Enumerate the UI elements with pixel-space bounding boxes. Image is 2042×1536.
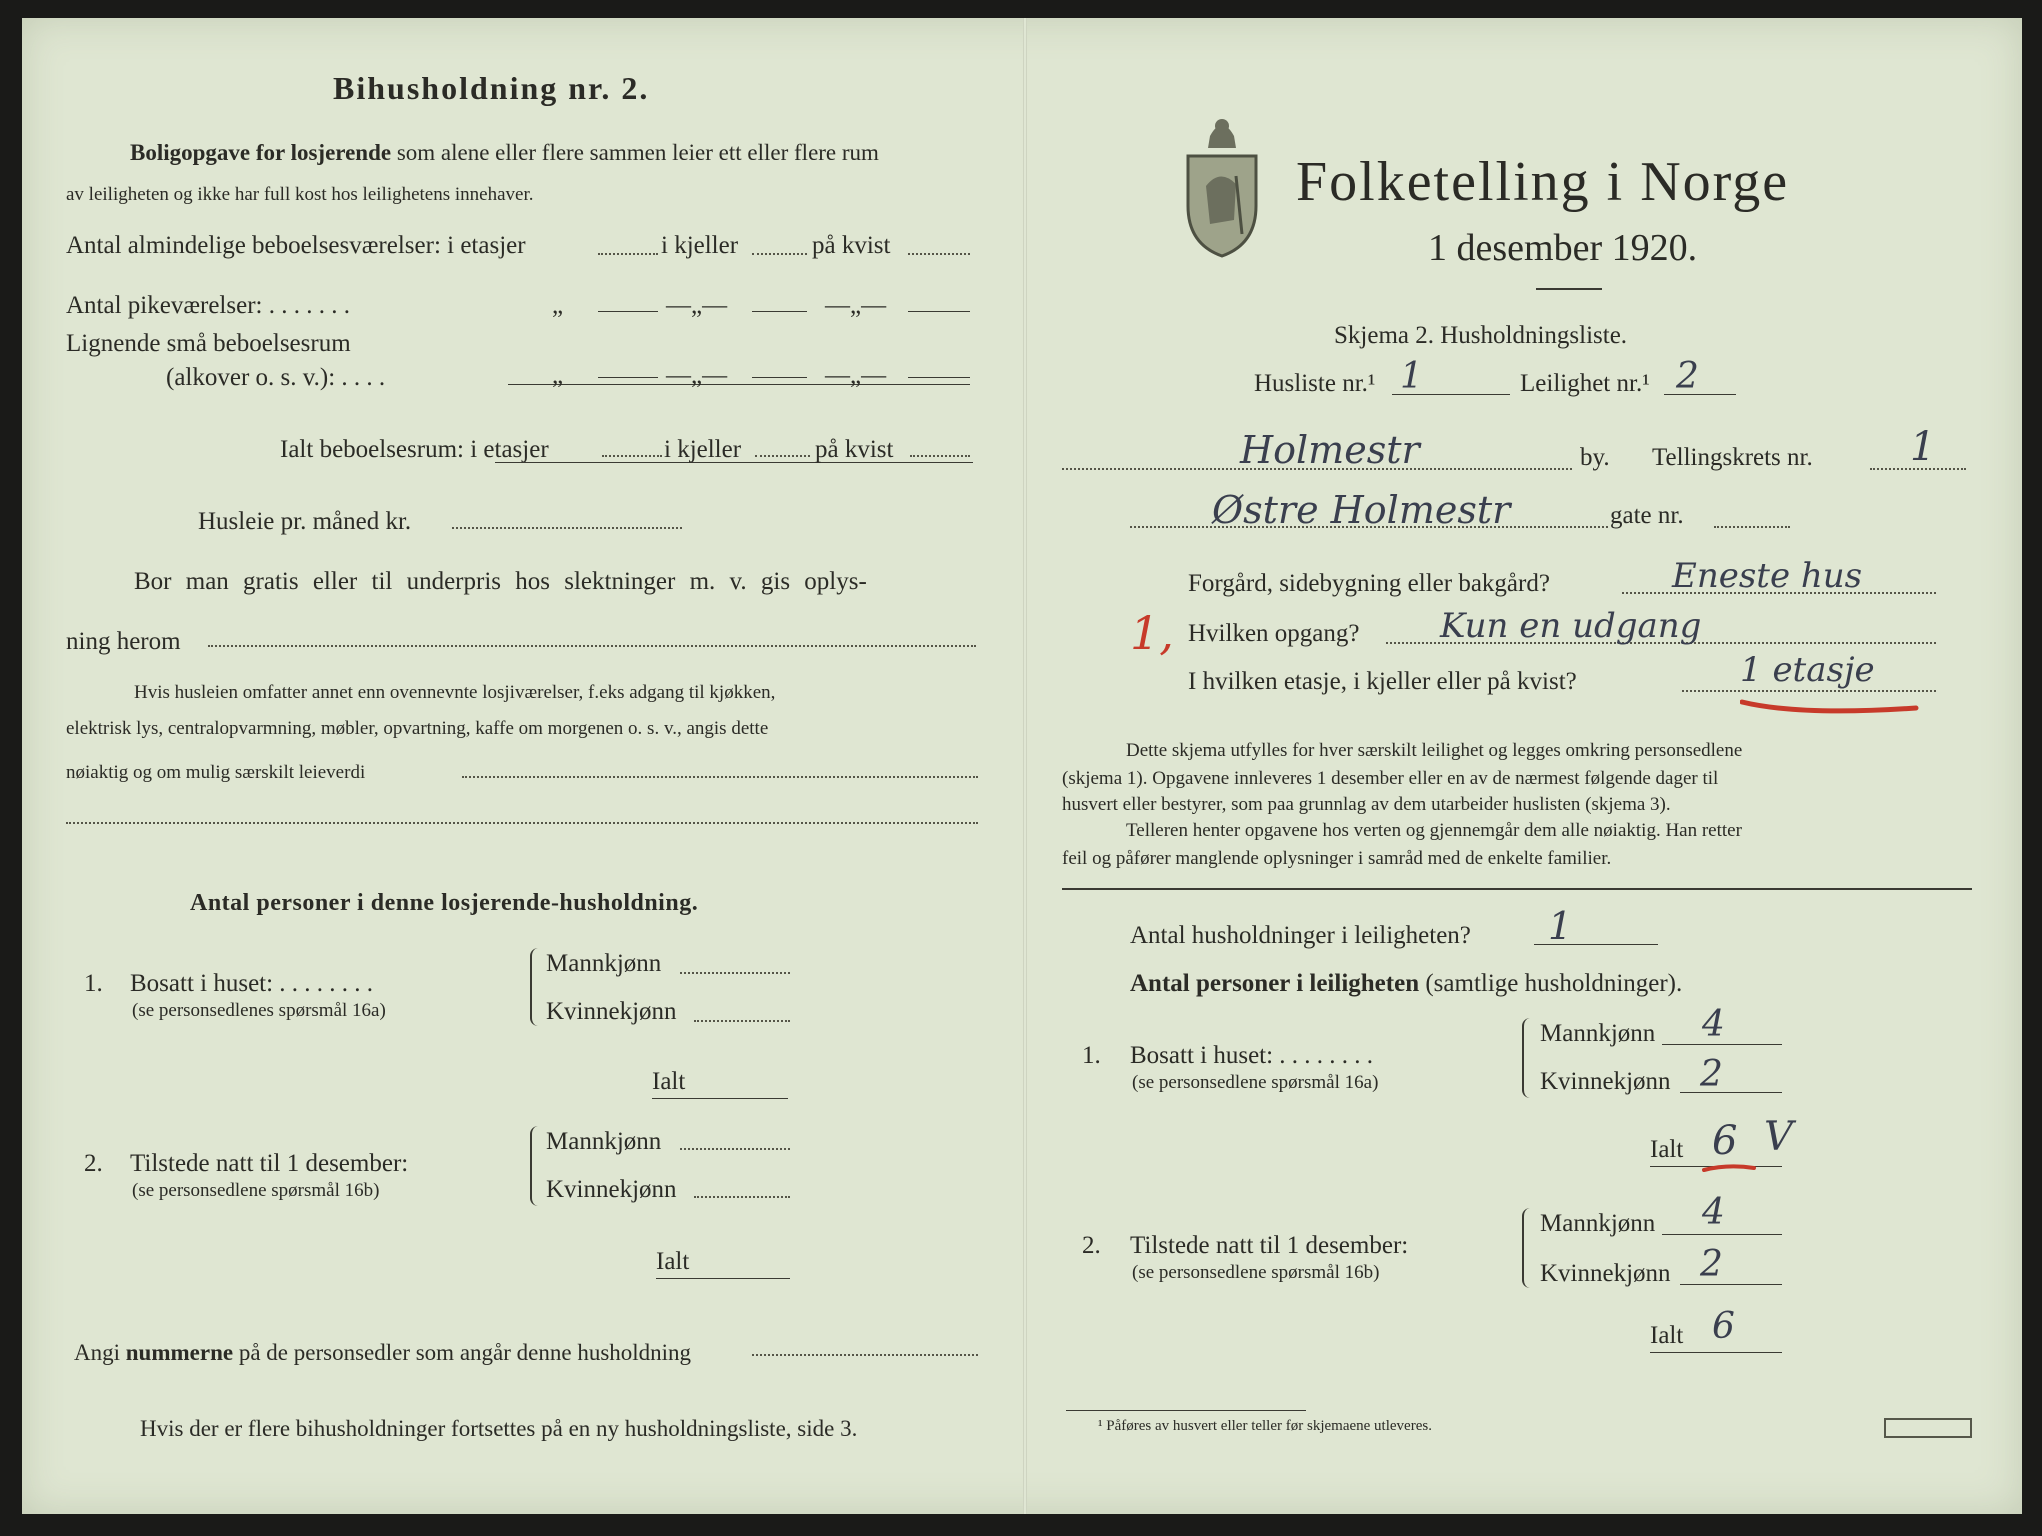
left-q2-ialt-field[interactable]	[656, 1278, 790, 1279]
left-q2-mann-label: Mannkjønn	[546, 1128, 662, 1155]
info-line-5: feil og påfører manglende oplysninger i samråd med de enkelte familier.	[1062, 848, 1612, 869]
gate-field[interactable]	[1130, 526, 1608, 528]
right-q1-sub: (se personsedlene spørsmål 16a)	[1132, 1072, 1379, 1093]
hush-value: 1	[1548, 904, 1573, 948]
krets-label: Tellingskrets nr.	[1652, 444, 1813, 471]
right-q2-sub: (se personsedlene spørsmål 16b)	[1132, 1262, 1380, 1283]
coat-of-arms-icon	[1180, 108, 1264, 265]
right-persons-bold: Antal personer i leiligheten	[1130, 970, 1420, 997]
gate-label: gate nr.	[1610, 502, 1684, 529]
info-line-4: Telleren henter opgavene hos verten og gjennemgår dem alle nøiaktig. Han retter	[1126, 820, 1742, 841]
census-date: 1 desember 1920.	[1428, 227, 1698, 269]
etasje-value: 1 etasje	[1740, 650, 1875, 690]
left-q2-brace	[530, 1126, 544, 1206]
etasje-field[interactable]	[1682, 690, 1936, 692]
note-line-3: nøiaktig og om mulig særskilt leieverdi	[66, 762, 366, 783]
right-q1-ialt-value: 6	[1712, 1118, 1738, 1164]
right-q1-kvinne-field[interactable]	[1680, 1092, 1782, 1093]
lignende-dash-1: —„—	[666, 362, 728, 389]
info-line-2: (skjema 1). Opgavene innleveres 1 desember eller en av de nærmest følgende dager til	[1062, 768, 1719, 789]
left-q1-num: 1.	[84, 970, 103, 997]
rooms-kjeller-label: i kjeller	[661, 232, 739, 259]
krets-value: 1	[1910, 424, 1936, 470]
opgang-value: Kun en udgang	[1440, 606, 1702, 646]
opgang-label: Hvilken opgang?	[1188, 620, 1360, 647]
right-q1-num: 1.	[1082, 1042, 1101, 1069]
left-footer: Hvis der er flere bihusholdninger fortsettes på en ny husholdningsliste, side 3.	[140, 1416, 858, 1441]
husliste-value: 1	[1400, 356, 1423, 397]
right-q2-kvinne-value: 2	[1700, 1244, 1723, 1285]
right-q2-kvinne-field[interactable]	[1680, 1284, 1782, 1285]
right-q2-label: Tilstede natt til 1 desember:	[1130, 1232, 1409, 1259]
right-persons-rest: (samtlige husholdninger).	[1425, 970, 1683, 997]
left-q2-sub: (se personsedlene spørsmål 16b)	[132, 1180, 380, 1201]
note-line-2: elektrisk lys, centralopvarmning, møbler, opvartning, kaffe om morgenen o. s. v., angis dette	[66, 718, 769, 739]
pike-label: Antal pikeværelser: . . . . . . .	[66, 292, 350, 319]
lignende-etasjer-field[interactable]	[598, 377, 658, 378]
intro-text	[130, 140, 879, 166]
right-q2-kvinne-label: Kvinnekjønn	[1540, 1260, 1671, 1287]
intro-bold: Boligopgave for losjerende	[130, 140, 392, 165]
right-q2-brace	[1522, 1208, 1536, 1288]
leilighet-value: 2	[1676, 356, 1699, 397]
right-q2-mann-value: 4	[1702, 1192, 1725, 1233]
rooms-label: Antal almindelige beboelsesværelser: i etasjer	[66, 232, 526, 259]
lignende-kvist-field[interactable]	[908, 377, 970, 378]
rooms-kvist-label: på kvist	[812, 232, 891, 259]
angi-text	[74, 1340, 691, 1366]
left-q2-mann-field[interactable]	[680, 1148, 790, 1150]
etasje-label: I hvilken etasje, i kjeller eller på kvist?	[1188, 668, 1577, 695]
pike-kjeller-field[interactable]	[752, 311, 807, 312]
left-q1-label: Bosatt i huset: . . . . . . . .	[130, 970, 374, 997]
lignende-dash-2: —„—	[825, 362, 887, 389]
by-value: Holmestr	[1240, 428, 1420, 472]
intro-rest: som alene eller flere sammen leier ett eller flere rum	[396, 140, 879, 165]
right-q1-kvinne-value: 2	[1700, 1054, 1723, 1095]
rooms-etasjer-field[interactable]	[598, 253, 658, 255]
note-line-1: Hvis husleien omfatter annet enn ovennevnte losjiværelser, f.eks adgang til kjøkken,	[134, 682, 776, 703]
angi-rest: på de personsedler som angår denne husholdning	[238, 1340, 692, 1365]
info-divider	[1062, 888, 1972, 890]
husleie-field[interactable]	[452, 527, 682, 529]
ialt-rooms-label: Ialt beboelsesrum: i etasjer	[280, 436, 549, 463]
left-persons-heading: Antal personer i denne losjerende-husholdning.	[190, 890, 699, 916]
left-q2-kvinne-field[interactable]	[694, 1196, 790, 1198]
opgang-red-mark: 1,	[1130, 606, 1174, 660]
right-title: Folketelling i Norge	[1296, 151, 1790, 213]
ialt-kvist-field[interactable]	[910, 455, 970, 457]
right-q1-ialt-label: Ialt	[1650, 1136, 1684, 1163]
ialt-kvist-label: på kvist	[815, 436, 894, 463]
right-q1-check-mark: V	[1764, 1114, 1793, 1160]
lignende-label-2: (alkover o. s. v.): . . . .	[166, 364, 386, 391]
red-pencil-underline	[1740, 694, 1920, 725]
left-q1-kvinne-label: Kvinnekjønn	[546, 998, 677, 1025]
right-q1-brace	[1522, 1018, 1536, 1098]
gate-value: Østre Holmestr	[1212, 488, 1511, 532]
left-q2-ialt-label: Ialt	[656, 1248, 690, 1275]
left-q1-brace	[530, 948, 544, 1026]
leilighet-label: Leilighet nr.¹	[1520, 370, 1650, 397]
husleie-label: Husleie pr. måned kr.	[198, 508, 412, 535]
ialt-etasjer-field[interactable]	[602, 455, 662, 457]
pike-kvist-field[interactable]	[908, 311, 970, 312]
left-q2-num: 2.	[84, 1150, 103, 1177]
leieverdi-field[interactable]	[462, 776, 978, 778]
leieverdi-field-2[interactable]	[66, 822, 978, 824]
right-q2-mann-field[interactable]	[1662, 1234, 1782, 1235]
rooms-kjeller-field[interactable]	[752, 253, 807, 255]
forgard-label: Forgård, sidebygning eller bakgård?	[1188, 570, 1550, 597]
schema-label: Skjema 2. Husholdningsliste.	[1334, 322, 1628, 349]
right-q1-mann-label: Mannkjønn	[1540, 1020, 1656, 1047]
printer-stamp	[1884, 1418, 1972, 1438]
footnote-rule	[1066, 1410, 1306, 1411]
page-fold	[1023, 18, 1027, 1514]
ialt-kjeller-label: i kjeller	[664, 436, 742, 463]
title-divider	[1536, 288, 1602, 290]
right-q2-ialt-label: Ialt	[1650, 1322, 1684, 1349]
right-persons-heading	[1130, 970, 1682, 998]
red-check-underline	[1700, 1160, 1760, 1183]
gate-nr-field[interactable]	[1714, 526, 1790, 528]
lignende-ditto: „	[552, 362, 564, 389]
right-q1-label: Bosatt i huset: . . . . . . . .	[1130, 1042, 1374, 1069]
right-footnote: ¹ Påføres av husvert eller teller før skjemaene utleveres.	[1098, 1418, 1432, 1434]
left-q1-sub: (se personsedlenes spørsmål 16a)	[132, 1000, 386, 1021]
right-q2-ialt-value: 6	[1712, 1306, 1735, 1347]
pike-etasjer-field[interactable]	[598, 311, 658, 312]
left-q1-ialt-field[interactable]	[652, 1098, 788, 1099]
right-q1-kvinne-label: Kvinnekjønn	[1540, 1068, 1671, 1095]
intro-line2: av leiligheten og ikke har full kost hos leilighetens innehaver.	[66, 184, 534, 205]
lignende-underline	[508, 384, 970, 385]
lignende-kjeller-field[interactable]	[752, 377, 807, 378]
angi-bold: nummerne	[125, 1340, 234, 1365]
lignende-label-1: Lignende små beboelsesrum	[66, 330, 351, 357]
right-q2-mann-label: Mannkjønn	[1540, 1210, 1656, 1237]
hush-label: Antal husholdninger i leiligheten?	[1130, 922, 1471, 949]
husliste-label: Husliste nr.¹	[1254, 370, 1376, 397]
by-label: by.	[1580, 444, 1610, 471]
by-field[interactable]	[1062, 468, 1572, 470]
info-line-3: husvert eller bestyrer, som paa grunnlag av dem utarbeider huslisten (skjema 3).	[1062, 794, 1671, 815]
ialt-kjeller-field[interactable]	[755, 455, 810, 457]
gratis-field[interactable]	[208, 645, 976, 647]
pike-dash-1: —„—	[666, 292, 728, 319]
forgard-value: Eneste hus	[1672, 556, 1863, 596]
left-q2-kvinne-label: Kvinnekjønn	[546, 1176, 677, 1203]
pike-ditto: „	[552, 292, 564, 319]
angi-field[interactable]	[752, 1354, 978, 1356]
right-q1-mann-value: 4	[1702, 1004, 1725, 1045]
gratis-line-1: Bor man gratis eller til underpris hos slektninger m. v. gis oplys-	[134, 568, 867, 595]
gratis-line-2: ning herom	[66, 628, 181, 655]
pike-dash-2: —„—	[825, 292, 887, 319]
left-title: Bihusholdning nr. 2.	[333, 70, 650, 106]
leilighet-field[interactable]	[1664, 394, 1736, 395]
right-q2-ialt-field[interactable]	[1650, 1352, 1782, 1353]
angi-pre: Angi	[74, 1340, 120, 1365]
left-q2-label: Tilstede natt til 1 desember:	[130, 1150, 409, 1177]
left-q1-mann-field[interactable]	[680, 972, 790, 974]
rooms-kvist-field[interactable]	[908, 253, 970, 255]
info-line-1: Dette skjema utfylles for hver særskilt leilighet og legges omkring personsedlene	[1126, 740, 1743, 761]
left-q1-mann-label: Mannkjønn	[546, 950, 662, 977]
right-q2-num: 2.	[1082, 1232, 1101, 1259]
left-q1-ialt-label: Ialt	[652, 1068, 686, 1095]
left-q1-kvinne-field[interactable]	[694, 1020, 790, 1022]
